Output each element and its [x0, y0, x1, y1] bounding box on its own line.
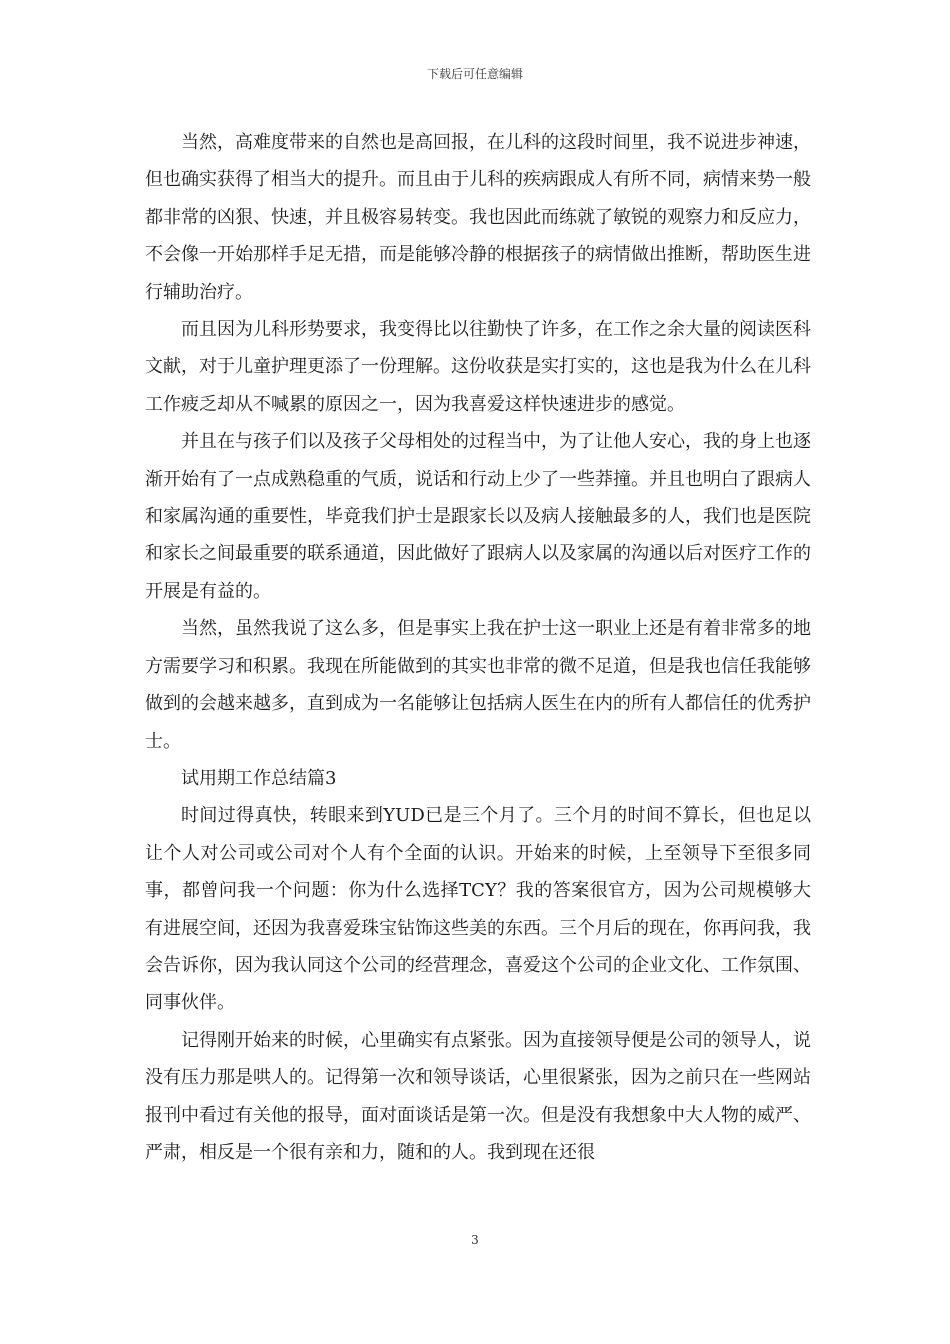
body-paragraph: 当然，高难度带来的自然也是高回报，在儿科的这段时间里，我不说进步神速，但也确实获得了相当大的提升。而且由于儿科的疾病跟成人有所不同，病情来势一般都非常的凶狠、快速，并且极容易转变。我也因此而练就了敏锐的观察力和反应力，不会像一开始那样手足无措，而是能够冷静的根据孩子的病情做出推断，帮助医生进行辅助治疗。: [145, 132, 811, 303]
body-paragraph: 记得刚开始来的时候，心里确实有点紧张。因为直接领导便是公司的领导人，说没有压力那是哄人的。记得第一次和领导谈话，心里很紧张，因为之前只在一些网站报刊中看过有关他的报导，面对面谈话是第一次。但是没有我想象中大人物的威严、严肃，相反是一个很有亲和力，随和的人。我到现在还很: [145, 1029, 811, 1163]
body-paragraph: 并且在与孩子们以及孩子父母相处的过程当中，为了让他人安心，我的身上也逐渐开始有了一点成熟稳重的气质，说话和行动上少了一些莽撞。并且也明白了跟病人和家属沟通的重要性，毕竟我们护士是跟家长以及病人接触最多的人，我们也是医院和家长之间最重要的联系通道，因此做好了跟病人以及家属的沟通以后对医疗工作的开展是有益的。: [145, 431, 811, 602]
body-paragraph: 当然，虽然我说了这么多，但是事实上我在护士这一职业上还是有着非常多的地方需要学习和积累。我现在所能做到的其实也非常的微不足道，但是我也信任我能够做到的会越来越多，直到成为一名能够让包括病人医生在内的所有人都信任的优秀护士。: [145, 618, 811, 752]
page-number: 3: [471, 1233, 479, 1247]
page-header: 下载后可任意编辑: [426, 67, 523, 81]
document-body: [145, 124, 811, 1171]
body-paragraph: 时间过得真快，转眼来到YUD已是三个月了。三个月的时间不算长，但也足以让个人对公司或公司对个人有个全面的认识。开始来的时候，上至领导下至很多同事，都曾问我一个问题：你为什么选择TCY？我的答案很官方，因为公司规模够大有进展空间，还因为我喜爱珠宝钻饰这些美的东西。三个月后的现在，你再问我，我会告诉你，因为我认同这个公司的经营理念，喜爱这个公司的企业文化、工作氛围、同事伙伴。: [145, 805, 811, 1014]
section-heading: 试用期工作总结篇3: [181, 767, 337, 789]
body-paragraph: 而且因为儿科形势要求，我变得比以往勤快了许多，在工作之余大量的阅读医科文献，对于儿童护理更添了一份理解。这份收获是实打实的，这也是我为什么在儿科工作疲乏却从不喊累的原因之一，因为我喜爱这样快速进步的感觉。: [145, 319, 811, 415]
